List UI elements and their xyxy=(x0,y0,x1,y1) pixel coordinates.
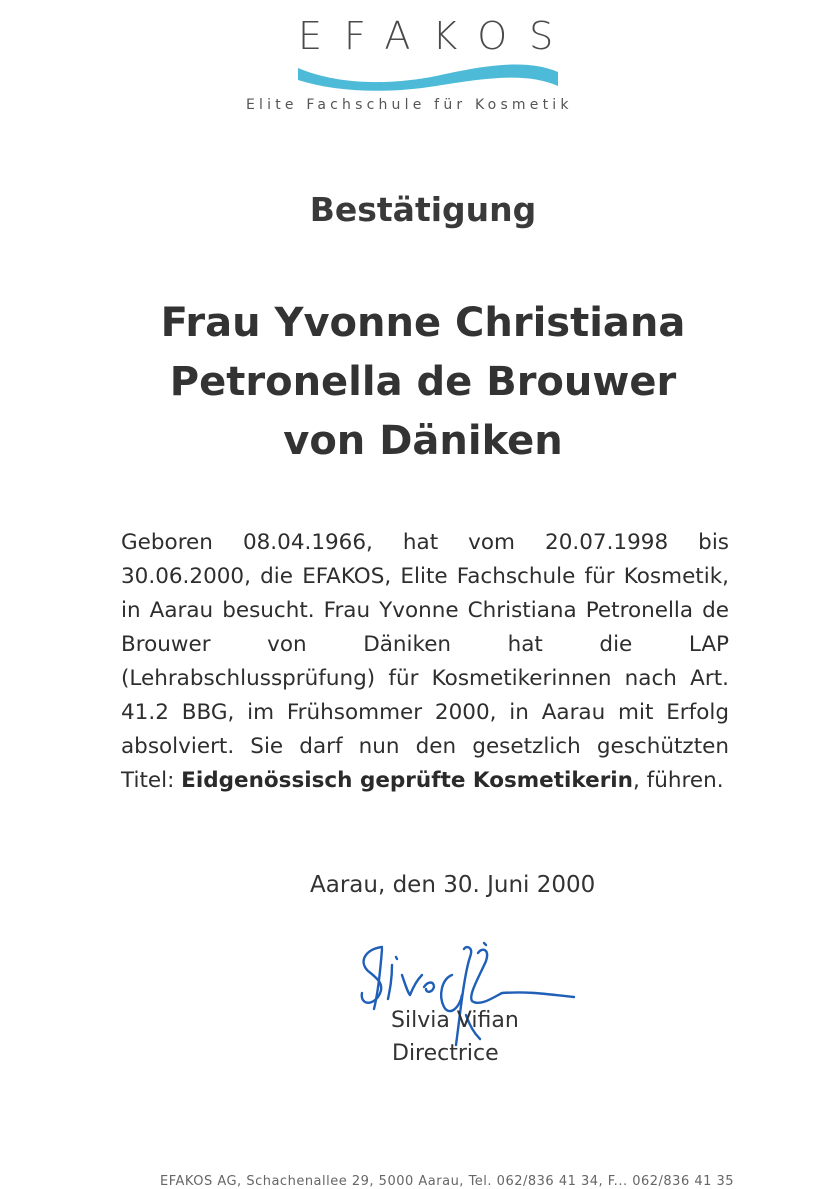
body-text-part: , führen. xyxy=(632,768,724,793)
place-date: Aarau, den 30. Juni 2000 xyxy=(310,872,596,898)
efakos-logo xyxy=(240,8,630,123)
footer-address: EFAKOS AG, Schachenallee 29, 5000 Aarau, Tel. 062/836 41 34, F... 062/836 41 35 xyxy=(160,1174,735,1189)
name-line: Frau Yvonne Christiana xyxy=(160,300,686,346)
signatory-name: Silvia Vifian xyxy=(391,1008,519,1033)
body-text-part: Geboren 08.04.1966, hat vom 20.07.1998 bis 30.06.2000, die EFAKOS, Elite Fachschule für Kosmetik, in Aarau besucht. Frau Yvonne Christiana Petronella de Brouwer von Däniken hat die LAP (Lehrabschlussprüfung) für Kosmetikerinnen nach Art. 41.2 BBG, im Frühsommer 2000, in Aarau mit Erfolg absolviert. Sie darf nun den gesetzlich geschützten Titel: xyxy=(121,530,729,793)
title-emphasis: Eidgenössisch geprüfte Kosmetikerin xyxy=(181,768,633,793)
logo-wave-icon xyxy=(296,46,566,96)
handwritten-signature xyxy=(352,935,582,1055)
name-line: Petronella de Brouwer xyxy=(169,359,677,405)
logo-subtitle: Elite Fachschule für Kosmetik xyxy=(246,97,573,113)
body-paragraph xyxy=(121,526,729,798)
logo-letters: EFAKOS xyxy=(298,14,576,58)
signatory-role: Directrice xyxy=(392,1041,499,1066)
name-line: von Däniken xyxy=(283,418,563,464)
document-title: Bestätigung xyxy=(309,190,537,229)
recipient-name xyxy=(0,294,838,471)
